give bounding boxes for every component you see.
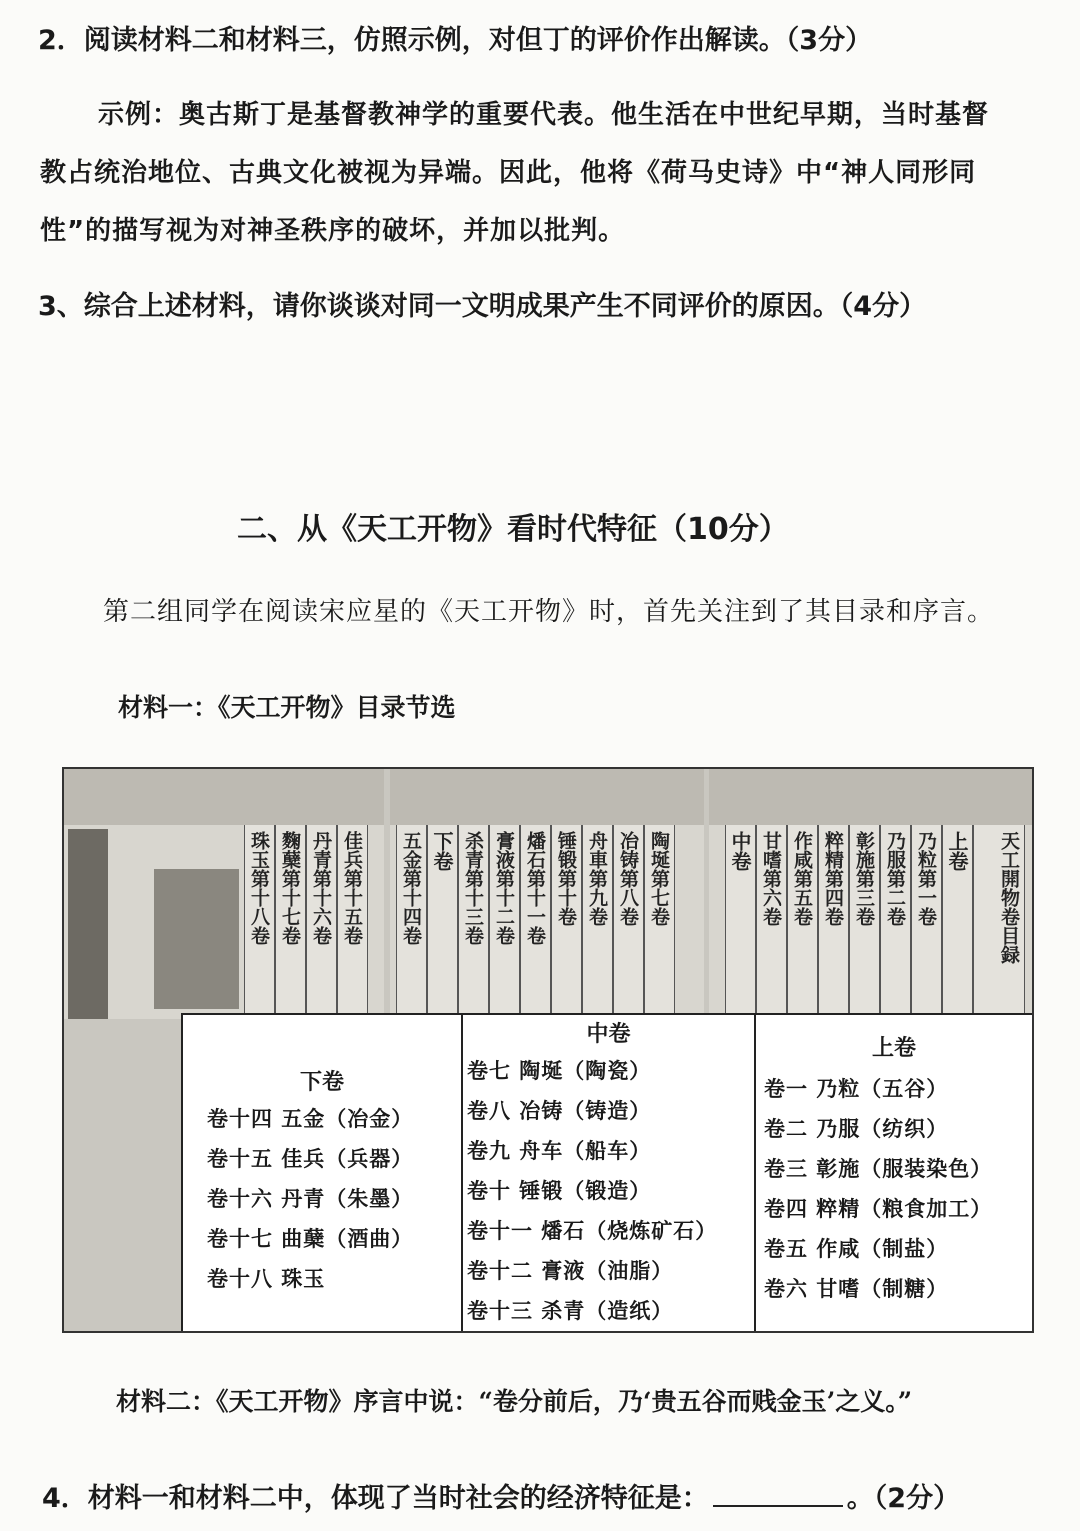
photo-col: 上卷 — [942, 825, 973, 1019]
example-line-2: 教占统治地位、古典文化被视为异端。因此，他将《荷马史诗》中“神人同形同 — [40, 158, 977, 188]
question-3: 3、综合上述材料，请你谈谈对同一文明成果产生不同评价的原因。（4分） — [38, 291, 927, 322]
photo-col: 锤锻第十卷 — [551, 825, 582, 1019]
table-entry: 卷十二 膏液（油脂） — [467, 1258, 674, 1283]
table-entry: 卷五 作咸（制盐） — [764, 1236, 949, 1261]
answer-blank[interactable] — [713, 1481, 843, 1507]
table-entry: 卷十五 佳兵（兵器） — [207, 1146, 414, 1171]
table-entry: 卷三 彰施（服装染色） — [764, 1156, 993, 1181]
photo-col: 甘嗜第六卷 — [756, 825, 787, 1019]
table-column-lower — [183, 1015, 461, 1331]
table-entry: 卷四 粹精（粮食加工） — [764, 1196, 993, 1221]
table-entry: 卷十八 珠玉 — [207, 1266, 326, 1291]
intro-text: 第二组同学在阅读宋应星的《天工开物》时，首先关注到了其目录和序言。 — [103, 597, 995, 627]
table-entry: 卷六 甘嗜（制糖） — [764, 1276, 949, 1301]
table-entry: 卷一 乃粒（五谷） — [764, 1076, 949, 1101]
photo-col: 杀青第十三卷 — [458, 825, 489, 1019]
photo-col: 下卷 — [427, 825, 458, 1019]
column-title: 上卷 — [871, 1035, 916, 1061]
table-entry: 卷十四 五金（冶金） — [207, 1106, 414, 1131]
example-line-3: 性”的描写视为对神圣秩序的破坏，并加以批判。 — [40, 216, 626, 246]
photo-col: 乃粒第一卷 — [911, 825, 942, 1019]
photo-col: 中卷 — [725, 825, 756, 1019]
photo-left-panel — [64, 769, 384, 1019]
photo-col: 五金第十四卷 — [396, 825, 427, 1019]
photo-col: 粹精第四卷 — [818, 825, 849, 1019]
photo-col: 陶埏第七卷 — [644, 825, 675, 1019]
table-column-upper — [754, 1015, 1032, 1331]
photo-col: 作咸第五卷 — [787, 825, 818, 1019]
table-column-middle — [461, 1015, 754, 1331]
photo-col: 冶铸第八卷 — [613, 825, 644, 1019]
column-title: 下卷 — [299, 1069, 344, 1095]
table-entry: 卷十七 曲蘖（酒曲） — [207, 1226, 414, 1251]
photo-col: 燔石第十一卷 — [520, 825, 551, 1019]
question-4-text: 4．材料一和材料二中，体现了当时社会的经济特征是： — [42, 1483, 709, 1514]
photo-col: 舟車第九卷 — [582, 825, 613, 1019]
photo-col: 彰施第三卷 — [849, 825, 880, 1019]
photo-col: 麴蘖第十七卷 — [275, 825, 306, 1019]
table-entry: 卷八 冶铸（铸造） — [467, 1098, 652, 1123]
photo-col: 珠玉第十八卷 — [244, 825, 275, 1019]
table-entry: 卷二 乃服（纺织） — [764, 1116, 949, 1141]
table-entry: 卷十一 燔石（烧炼矿石） — [467, 1218, 718, 1243]
book-contents-photo — [62, 767, 1034, 1333]
table-entry: 卷十六 丹青（朱墨） — [207, 1186, 414, 1211]
column-title: 中卷 — [586, 1021, 631, 1047]
question-4 — [42, 1476, 960, 1515]
photo-col: 乃服第二卷 — [880, 825, 911, 1019]
photo-col: 佳兵第十五卷 — [337, 825, 368, 1019]
section-title: 二、从《天工开物》看时代特征（10分） — [237, 512, 789, 547]
photo-right-panel — [709, 769, 1032, 1019]
material-2-text: 材料二：《天工开物》序言中说：“卷分前后，乃‘贵五谷而贱金玉’之义。” — [116, 1387, 913, 1416]
question-4-score: 。（2分） — [846, 1483, 961, 1514]
photo-col: 丹青第十六卷 — [306, 825, 337, 1019]
table-entry: 卷十三 杀青（造纸） — [467, 1298, 674, 1323]
photo-col: 天工開物卷目録 — [973, 825, 1025, 1019]
example-line-1: 示例：奥古斯丁是基督教神学的重要代表。他生活在中世纪早期，当时基督 — [98, 100, 990, 130]
photo-col: 膏液第十二卷 — [489, 825, 520, 1019]
material-1-label: 材料一：《天工开物》目录节选 — [118, 693, 456, 722]
table-entry: 卷九 舟车（船车） — [467, 1138, 652, 1163]
contents-table — [181, 1013, 1034, 1333]
photo-middle-panel — [390, 769, 704, 1019]
question-2: 2．阅读材料二和材料三，仿照示例，对但丁的评价作出解读。（3分） — [38, 25, 873, 56]
table-entry: 卷十 锤锻（锻造） — [467, 1178, 652, 1203]
table-entry: 卷七 陶埏（陶瓷） — [467, 1058, 652, 1083]
